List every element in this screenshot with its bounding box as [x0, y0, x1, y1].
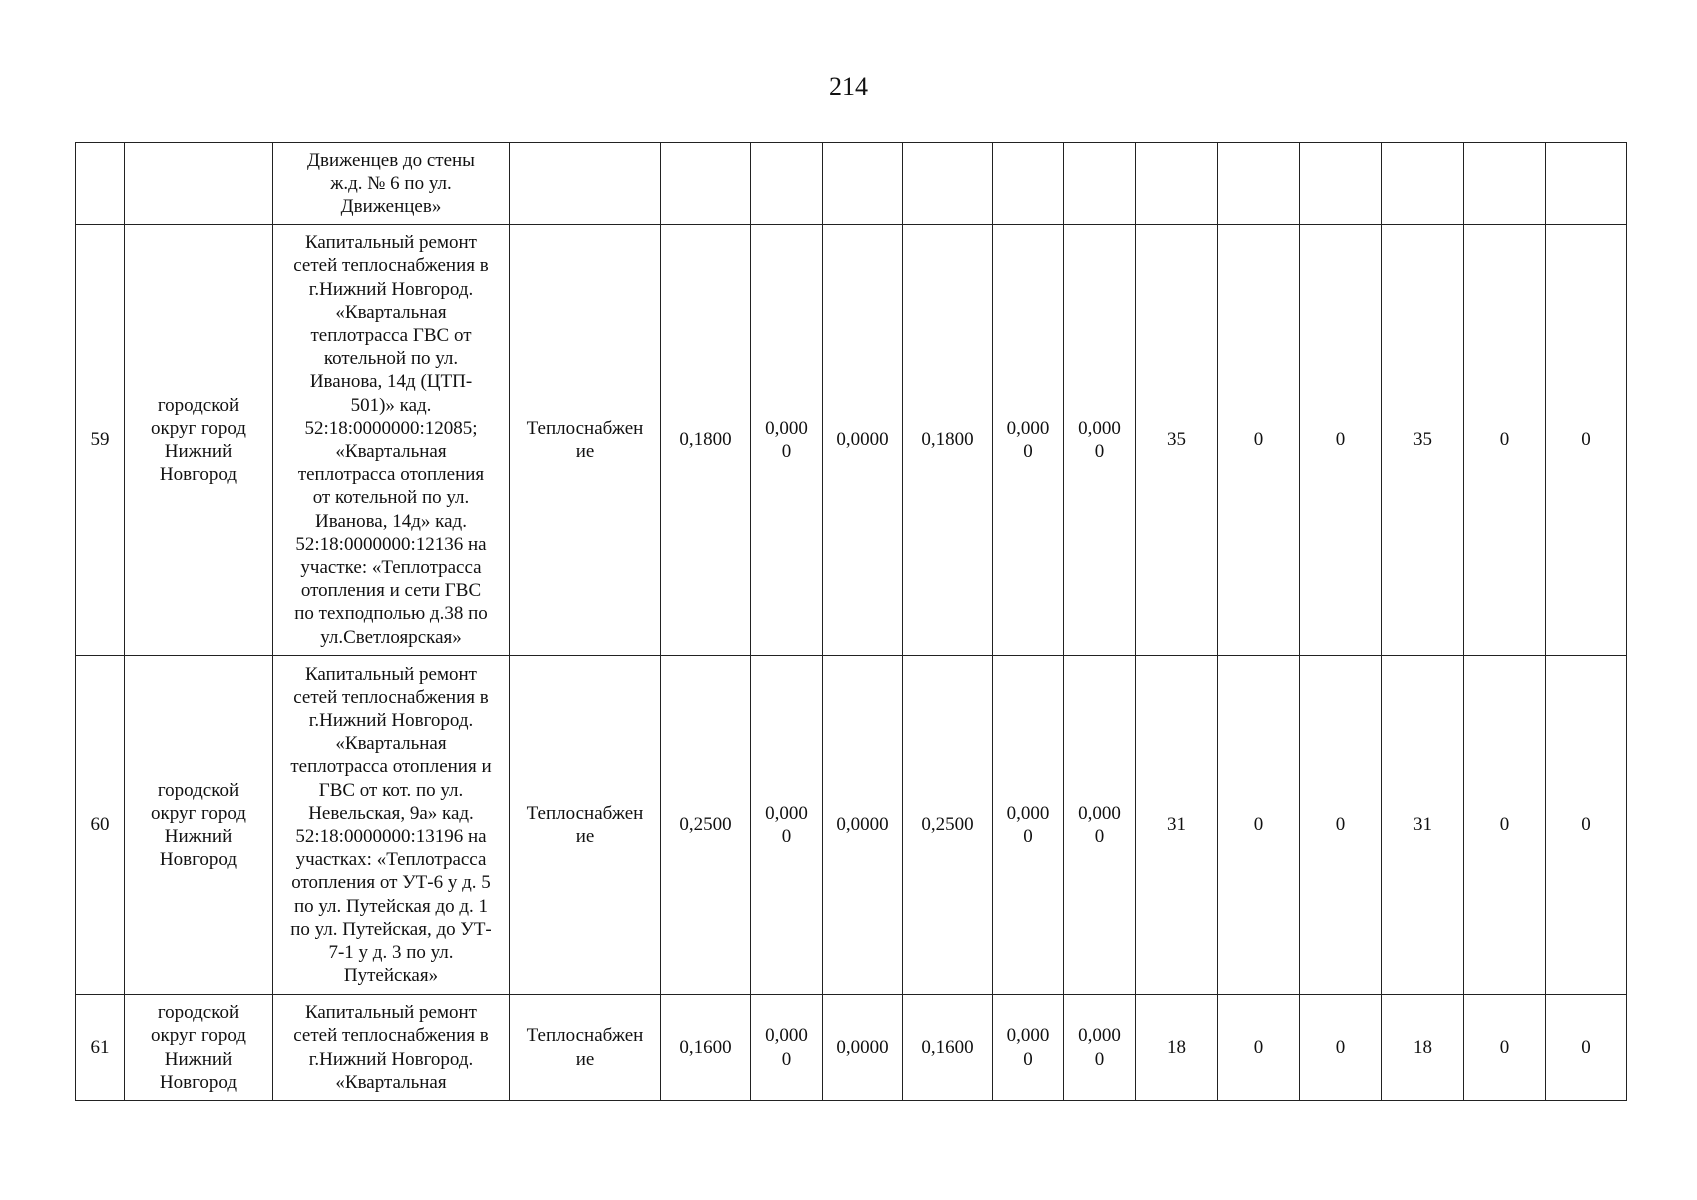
value-cell: 0,1600	[661, 995, 751, 1101]
value-cell	[903, 143, 993, 225]
value-cell	[1064, 143, 1136, 225]
value-cell: 0,000 0	[1064, 656, 1136, 995]
value-cell: 0,1800	[661, 225, 751, 656]
description-cell: Капитальный ремонт сетей теплоснабжения в г.Нижний Новгород. «Квартальная теплотрасса отопления и ГВС от кот. по ул. Невельская, 9а» кад. 52:18:0000000:13196 на участках: «Теплотрасса отопления от УТ-6 у д. 5 по ул. Путейская до д. 1 по ул. Путейская, до УТ- 7-1 у д. 3 по ул. Путейская»	[273, 656, 510, 995]
municipality-cell: городской округ город Нижний Новгород	[125, 995, 273, 1101]
count-cell: 35	[1382, 225, 1464, 656]
count-cell	[1546, 143, 1627, 225]
count-cell	[1218, 143, 1300, 225]
count-cell	[1464, 143, 1546, 225]
value-cell	[751, 143, 823, 225]
value-cell: 0,000 0	[993, 656, 1064, 995]
table-row	[76, 656, 1627, 995]
value-cell: 0,000 0	[993, 225, 1064, 656]
count-cell: 31	[1382, 656, 1464, 995]
value-cell: 0,1600	[903, 995, 993, 1101]
count-cell: 0	[1218, 995, 1300, 1101]
count-cell: 0	[1464, 656, 1546, 995]
value-cell: 0,000 0	[1064, 995, 1136, 1101]
count-cell: 0	[1300, 225, 1382, 656]
value-cell: 0,000 0	[1064, 225, 1136, 656]
page-number: 214	[829, 72, 868, 101]
count-cell: 0	[1546, 225, 1627, 656]
value-cell: 0,000 0	[751, 225, 823, 656]
count-cell: 0	[1300, 995, 1382, 1101]
value-cell: 0,2500	[661, 656, 751, 995]
resource-cell: Теплоснабжен ие	[510, 995, 661, 1101]
count-cell	[1382, 143, 1464, 225]
value-cell: 0,1800	[903, 225, 993, 656]
value-cell: 0,000 0	[751, 995, 823, 1101]
table-row	[76, 143, 1627, 225]
description-cell: Капитальный ремонт сетей теплоснабжения в г.Нижний Новгород. «Квартальная	[273, 995, 510, 1101]
description-cell: Капитальный ремонт сетей теплоснабжения в г.Нижний Новгород. «Квартальная теплотрасса ГВС от котельной по ул. Иванова, 14д (ЦТП- 501)» кад. 52:18:0000000:12085; «Квартальная теплотрасса отопления от котельной по ул. Иванова, 14д» кад. 52:18:0000000:12136 на участке: «Теплотрасса отопления и сети ГВС по техподполью д.38 по ул.Светлоярская»	[273, 225, 510, 656]
municipality-cell: городской округ город Нижний Новгород	[125, 225, 273, 656]
count-cell	[1300, 143, 1382, 225]
row-number-cell: 60	[76, 656, 125, 995]
resource-cell	[510, 143, 661, 225]
description-cell: Движенцев до стены ж.д. № 6 по ул. Движенцев»	[273, 143, 510, 225]
value-cell: 0,0000	[823, 656, 903, 995]
resource-cell: Теплоснабжен ие	[510, 656, 661, 995]
value-cell	[993, 143, 1064, 225]
value-cell: 0,000 0	[993, 995, 1064, 1101]
count-cell: 0	[1218, 656, 1300, 995]
table-row	[76, 225, 1627, 656]
count-cell: 0	[1300, 656, 1382, 995]
count-cell: 18	[1136, 995, 1218, 1101]
municipality-cell: городской округ город Нижний Новгород	[125, 656, 273, 995]
value-cell	[823, 143, 903, 225]
row-number-cell: 59	[76, 225, 125, 656]
count-cell: 0	[1218, 225, 1300, 656]
value-cell: 0,0000	[823, 995, 903, 1101]
value-cell	[661, 143, 751, 225]
row-number-cell: 61	[76, 995, 125, 1101]
count-cell	[1136, 143, 1218, 225]
count-cell: 0	[1464, 225, 1546, 656]
table-row	[76, 995, 1627, 1101]
row-number-cell	[76, 143, 125, 225]
value-cell: 0,2500	[903, 656, 993, 995]
count-cell: 0	[1464, 995, 1546, 1101]
count-cell: 31	[1136, 656, 1218, 995]
municipality-cell	[125, 143, 273, 225]
value-cell: 0,000 0	[751, 656, 823, 995]
value-cell: 0,0000	[823, 225, 903, 656]
program-table	[75, 142, 1627, 1101]
count-cell: 0	[1546, 995, 1627, 1101]
count-cell: 0	[1546, 656, 1627, 995]
count-cell: 35	[1136, 225, 1218, 656]
resource-cell: Теплоснабжен ие	[510, 225, 661, 656]
count-cell: 18	[1382, 995, 1464, 1101]
